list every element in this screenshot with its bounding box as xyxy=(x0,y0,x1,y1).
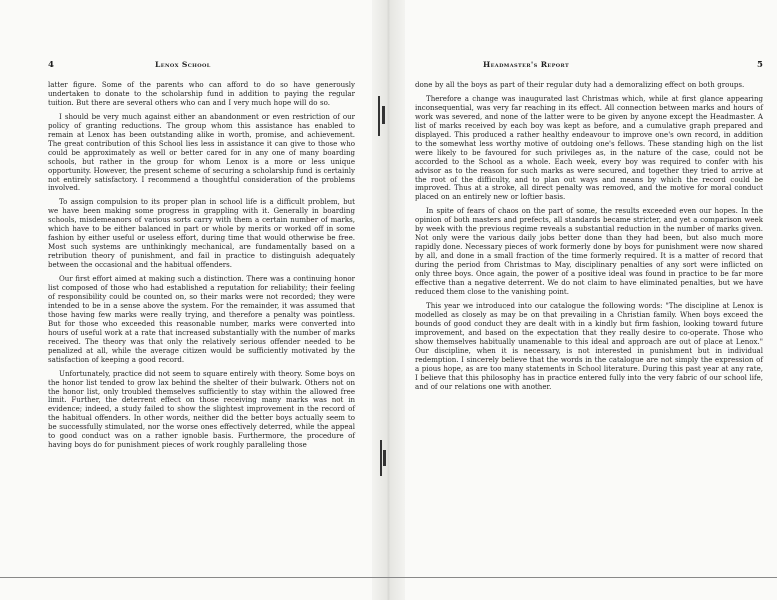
left-paragraph: latter figure. Some of the parents who can afford to do so have generously undertaken to donate to the scholarship fund in addition to paying the regular tuition. But there are several others who can and I very much hope will do so. xyxy=(48,80,355,107)
right-page-number: 5 xyxy=(757,60,764,70)
left-page xyxy=(0,0,372,600)
left-body-text xyxy=(48,81,355,450)
left-paragraph: To assign compulsion to its proper plan in school life is a difficult problem, but we have been making some progress in grappling with it. Generally in boarding schools, misdemeanors of various sorts carry with them a certain number of marks, which have to be either balanced in part or whole by merits or worked off in some fashion by either useful or useless effort, during time that would otherwise be free. Most such systems are unthinkingly mechanical, are fundamentally based on a retribution theory of punishment, and fail in practice to distinguish adequately between the occasional and the habitual offenders. xyxy=(48,197,355,270)
left-paragraph: Our first effort aimed at making such a distinction. There was a continuing honor list composed of those who had established a reputation for reliability; their feeling of responsibility could be counted on, so their marks were not recorded; they were intended to be in a sense above the system. For the remainder, it was assumed that those having few marks were really trying, and therefore a penalty was pointless. But for those who exceeded this reasonable number, marks were converted into hours of useful work at a rate that increased substantially with the number of marks received. The theory was that only the relatively serious offender needed to be penalized at all, while the average citizen would be sufficiently motivated by the satisfaction of keeping a good record. xyxy=(48,274,355,364)
book-gutter xyxy=(372,0,405,600)
left-page-number: 4 xyxy=(48,60,55,70)
left-paragraph: I should be very much against either an abandonment or even restriction of our policy of granting reductions. The group whom this assistance has enabled to remain at Lenox has been outstanding alike in worth, promise, and achievement. The great contribution of this School lies less in assistance it can give to those who could be approximately as well or better cared for in any one of many boarding schools, but rather in the group for whom Lenox is a more or less unique opportunity. However, the present scheme of securing a scholarship fund is certainly not entirely satisfactory. I recommend a thoughtful consideration of the problems involved. xyxy=(48,111,355,193)
right-paragraph: Therefore a change was inaugurated last Christmas which, while at first glance appearing inconsequential, was very far reaching in its effect. All connection between marks and hours of work was severed, and none of the latter were to be given by anyone except the Headmaster. A list of marks received by each boy was kept as before, and a cumulative graph prepared and displayed. This produced a rather healthy endeavour to improve one's own record, in addition to the somewhat less worthy motive of outdoing one's fellows. These standing high on the list were likely to be favoured for such privileges as, in the nature of the case, could not be accorded to the School as a whole. Each week, every boy was required to confer with his advisor as to the reason for such marks as were secured, and together they tried to arrive at the root of the difficulty, and to plan out ways and means by which the record could be improved. Thus at a stroke, all direct penalty was removed, and the motive for moral conduct placed on an entirely new or loftier basis. xyxy=(415,93,763,202)
right-running-head: Headmaster's Report xyxy=(483,60,570,69)
binding-mark xyxy=(380,440,382,476)
binding-mark xyxy=(382,106,385,124)
page-bottom-edge xyxy=(0,577,777,578)
right-paragraph: This year we introduced into our catalogue the following words: "The discipline at Lenox is modelled as closely as may be on that prevailing in a Christian family. When boys exceed the bounds of good conduct they are dealt with in a kindly but firm fashion, looking toward future improvement, and based on the expectation that they really desire to co-operate. Those who show themselves habitually unamenable to this ideal and approach are out of place at Lenox." Our discipline, when it is necessary, is not interested in punishment but in individual redemption. I sincerely believe that the words in the catalogue are not simply the expression of a pious hope, as are too many statements in School literature. During this past year at any rate, I believe that this philosophy has in practice entered fully into the very fabric of our school life, and of our relations one with another. xyxy=(415,300,763,391)
left-paragraph: Unfortunately, practice did not seem to square entirely with theory. Some boys on the honor list tended to grow lax behind the shelter of their bulwark. Others not on the honor list, only troubled themselves sufficiently to stay within the allowed free limit. Further, the deterrent effect on those receiving many marks was not in evidence; indeed, a study failed to show the slightest improvement in the record of the habitual offenders. In other words, neither did the better boys actually seem to be successfully stimulated, nor the worse ones effectively deterred, while the appeal to good conduct was on a rather ignoble basis. Furthermore, the procedure of having boys do for punishment pieces of work roughly paralleling those xyxy=(48,368,355,450)
left-running-head: Lenox School xyxy=(155,60,211,69)
right-paragraph: done by all the boys as part of their regular duty had a demoralizing effect on both groups. xyxy=(415,80,745,89)
right-page xyxy=(405,0,777,600)
right-body-text xyxy=(415,81,763,391)
binding-mark xyxy=(378,96,380,136)
binding-mark xyxy=(383,450,386,466)
right-paragraph: In spite of fears of chaos on the part of some, the results exceeded even our hopes. In the opinion of both masters and prefects, all standards became stricter, and yet a comparison week by week with the previous regime reveals a substantial reduction in the number of marks given. Not only were the various daily jobs better done than they had been, but also much more rapidly done. Necessary pieces of work formerly done by boys for punishment were now shared by all, and done in a small fraction of the time formerly required. It is a matter of record that during the period from Christmas to May, disciplinary penalties of any sort were inflicted on only three boys. Once again, the power of a positive ideal was found in practice to be far more effective than a negative deterrent. We do not claim to have eliminated penalties, but we have reduced them close to the vanishing point. xyxy=(415,206,763,296)
